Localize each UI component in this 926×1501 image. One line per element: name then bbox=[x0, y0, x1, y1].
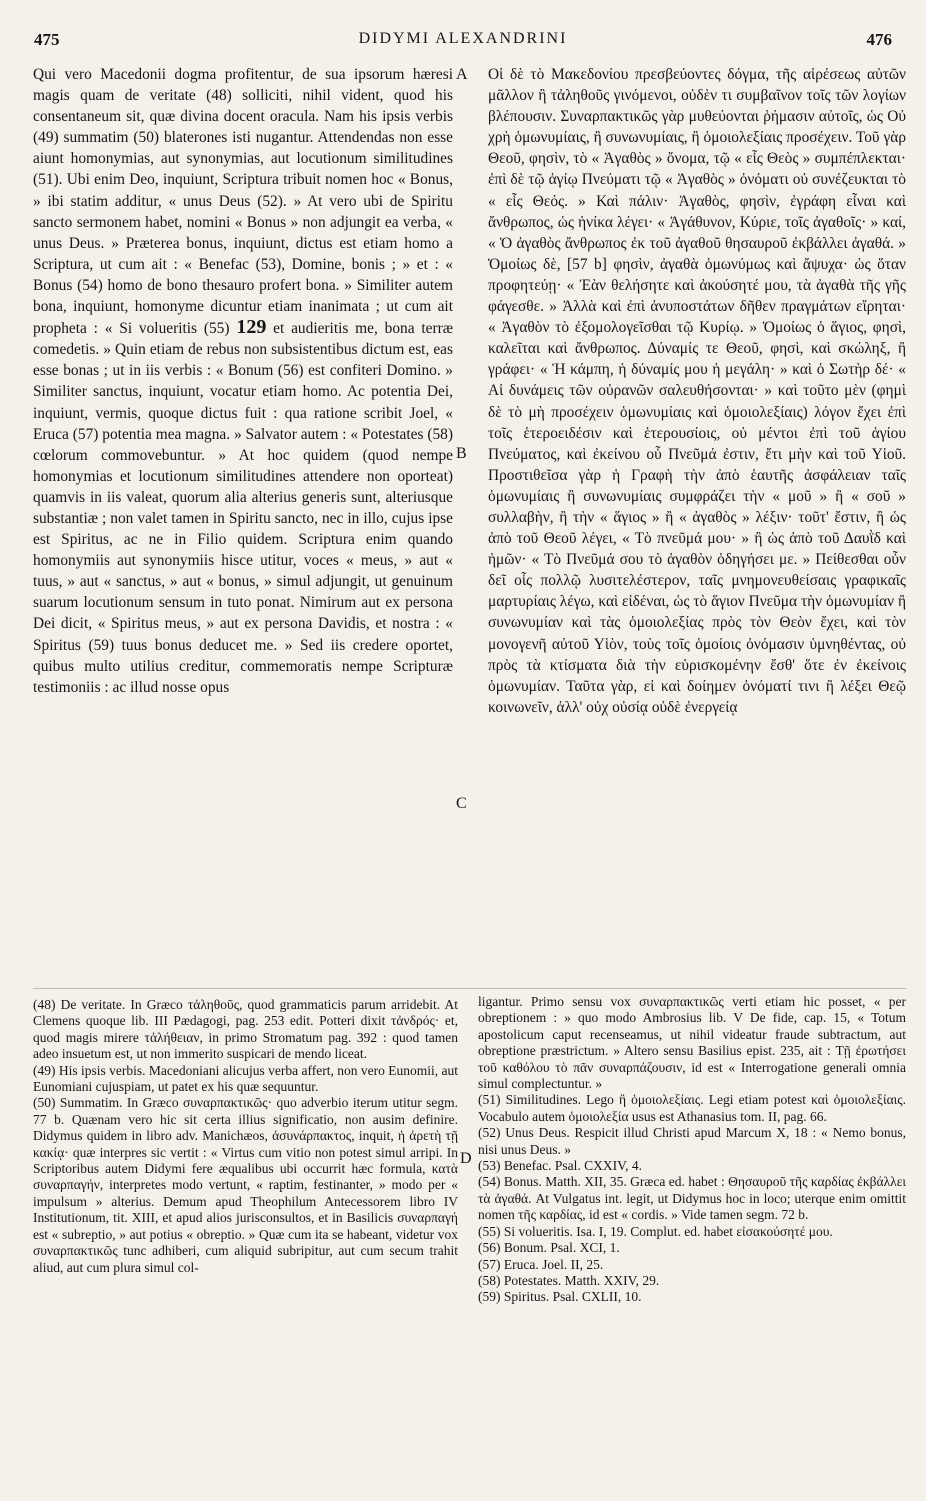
page-number-right: 476 bbox=[866, 30, 892, 49]
footnote-53: (53) Benefac. Psal. CXXIV, 4. bbox=[478, 1158, 642, 1174]
footnote-50: (50) Summatim. In Græco συναρπακτικῶς· quo adverbio iterum utitur segm. 77 b. Quænam vero hic sit certa illius significatio, non ausim definire. Didymus quidem in libro adv. Manichæos, ἀσυνάρπακτος, inquit, ἡ ἀρετὴ τῇ κακίᾳ· quæ interpres sic vertit : « Virtus cum vitio non potest simul arripi. In Scriptoribus autem Didymi fere æqualibus ubi occurrit hæc formula, κατὰ συναρπαγήν, interpretes modo vertunt, « raptim, festinanter, » modo per « impulsum » alterius. Demum apud Theophilum Antecessorem libro IV Institutionum, tit. XIII, et apud alios jurisconsultos, et in Basilicis συναρπαγή est « subreptio, » aut potius « obreptio. » Quæ cum ita se habeant, videtur vox συναρπακτικῶς tunc adhiberi, cum aliquid subripitur, aut cum secum trahit aliud, aut cum plura simul col- bbox=[33, 1095, 458, 1275]
latin-column bbox=[33, 64, 453, 698]
latin-paragraph: Qui vero Macedonii dogma profitentur, de sua ipsorum hæresi magis quam de veritate (48) solliciti, nihil vident, quod his consentaneum sit, quæ divina docent oracula. Nam his ipsis verbis (49) summatim (50) blaterones isti nugantur. Attendendas non esse aiunt homonymias, aut synonymias, aut locutionum similitudines (51). Ubi enim Deo, inquiunt, Scriptura tribuit nomen hoc « Bonus, » ibi statim additur, « unus Deus (52). » At vero ubi de Spiritu sancto sermonem habet, nomini « Bonus » non adjungit ea verba, « unus Deus. » Præterea bonus, inquiunt, dictus est etiam homo a Scriptura, ut cum ait : « Benefac (53), Domine, bonis ; » et : « Bonus (54) homo de bono thesauro profert bona. » Similiter autem bona, inquiunt, homonyme dicuntur etiam inanimata ; ut cum ait propheta : « Si volueritis (55) bbox=[33, 66, 453, 338]
greek-paragraph: Οἱ δὲ τὸ Μακεδονίου πρεσβεύοντες δόγμα, τῆς αἱρέσεως αὐτῶν μᾶλλον ἢ τἀληθοῦς γινόμενοι, οὐδὲν τι συμβαῖνον τοῖς τῶν λογίων βλέπουσιν. Συναρπακτικῶς γὰρ μυθεύονται ῥήμασιν αὐτοῖς, ὡς Οὐ χρὴ ὁμωνυμίαις, ἢ συνωνυμίαις, ἢ ὁμοιολεξίαις προσέχειν. Τοῦ γὰρ Θεοῦ, φησὶν, τὸ « Ἀγαθὸς » ὄνομα, τῷ « εἷς Θεὸς » συμπέπλεκται· ἐπὶ δὲ τῷ ἁγίῳ Πνεύματι τῷ « Ἀγαθὸς » ὀνόματι οὐ συνέζευκται τὸ « εἷς Θεός. » Καὶ πάλιν· Ἀγαθὸς, φησὶν, ἐγράφη εἶναι καὶ ἄνθρωπος, ὡς ἡνίκα λέγει· « Ἀγάθυνον, Κύριε, τοῖς ἀγαθοῖς· » καί, « Ὁ ἀγαθὸς ἄνθρωπος ἐκ τοῦ ἀγαθοῦ θησαυροῦ ἐκβάλλει ἀγαθά. » Ὁμοίως δὲ, [57 b] φησὶν, ἀγαθὰ ὁμωνύμως καὶ ἄψυχα· ὡς ὅταν προφητεύῃ· « Ἐὰν θελήσητε καὶ ἀκούσητέ μου, τὰ ἀγαθὰ τῆς γῆς φάγεσθε. » Ἀλλὰ καὶ ἐπὶ ἀνυποστάτων δῆθεν πραγμάτων εἴρηται· « Ἀγαθὸν τὸ ἐξομολογεῖσθαι τῷ Κυρίῳ. » Ὁμοίως ὁ ἅγιος, φησὶ, καλεῖται καὶ ἄνθρωπος. Δύναμίς τε Θεοῦ, φησὶ, καὶ σκώληξ, ἢ γράφει· « Ἡ κάμπη, ἡ δύναμίς μου ἡ μεγάλη· » καὶ ὁ Σωτὴρ δέ· « Αἱ δυνάμεις τῶν οὐρανῶν σαλευθήσονται· » καὶ τοῦτο μὲν (φημὶ δὲ τὸ μὴ προσέχειν ὁμωνυμίαις καὶ ὁμοιολεξίαις) λόγον ἔχει ἐπὶ τοῖς ἑτεροειδέσιν καὶ ἑτερουσίοις, οὐ μέντοι ἐπὶ τοῦ ἁγίου Πνεύματος, καὶ ἐκείνου οὗ Πνεῦμά ἐστιν, ἔτι μὴν καὶ τοῦ Υἱοῦ. Προστιθεῖσα γὰρ ἡ Γραφὴ τὴν ἀπὸ ἑαυτῆς ἀσφάλειαν ταῖς ὁμωνυμίαις ἢ συνωνυμίαις συμφράζει τὴν « μοῦ » ἢ « σοῦ » συλλαβὴν, ἢ τὴν « ἅγιος » ἢ « ἀγαθὸς » λέξιν· τοῦτ' ἔστιν, ἢ ὡς ἀπὸ τοῦ Θεοῦ λέγει, « Τὸ πνεῦμά μου· » ἢ ὡς ἀπὸ τοῦ Δαυῒδ καὶ ἡμῶν· « Τὸ Πνεῦμά σου τὸ ἀγαθὸν ὁδηγήσει με. » Πείθεσθαι οὖν δεῖ οἷς πολλῷ λυσιτελέστερον, ταῖς μνημονευθείσαις γραφικαῖς μαρτυρίαις λέγω, καὶ εἰδέναι, ὡς τὸ ἅγιον Πνεῦμα τὴν ὁμωνυμίαν ἢ συνωνυμίαν καὶ τὰς ὁμοιολεξίας πρὸς τὸν Θεὸν ἔχει, καὶ τὸν μονογενῆ αὐτοῦ Υἱὸν, τοὺς τοῖς ὁμοίοις ὀνόμασιν ὑμνηθέντας, οὐ πρὸς τὰ κτίσματα διὰ τὴν εὑρισκομένην ἔσθ' ὅτε ἐν ἐκείνοις ὁμωνυμίαν. Ταῦτα γὰρ, εἰ καὶ δοίημεν ὀνόματί τινι ἢ λέξει Θεῷ κοινωνεῖν, ἀλλ' οὐχ οὐσίᾳ οὐδὲ ἐνεργείᾳ bbox=[488, 66, 906, 716]
margin-letter-b: B bbox=[456, 445, 467, 462]
footnotes-left bbox=[33, 997, 458, 1276]
footnote-51: (51) Similitudines. Lego ἢ ὁμοιολεξίαις. Legi etiam potest καὶ ὁμοιολεξίαις. Vocabulo autem ὁμοιολεξία usus est Athanasius tom. II, pag. 66. bbox=[478, 1092, 906, 1124]
margin-letter-c: C bbox=[456, 795, 467, 812]
footnote-52: (52) Unus Deus. Respicit illud Christi apud Marcum X, 18 : « Nemo bonus, nisi unus Deus. » bbox=[478, 1125, 906, 1157]
footnote-49: (49) His ipsis verbis. Macedoniani alicujus verba affert, non vero Eunomii, aut Eunomiani cujuspiam, ut patet ex his quæ sequuntur. bbox=[33, 1062, 458, 1095]
latin-paragraph-continued: et audieritis me, bona terræ comedetis. » Quin etiam de rebus non subsistentibus dictum est, eas esse bonas ; ut in iis verbis : « Bonum (56) est confiteri Domino. » Similiter sanctus, inquiunt, vocatur etiam homo. Ac potentia Dei, inquiunt, vermis, quoque dictus fuit : qua ratione scribit Joel, « Eruca (57) potentia mea magna. » Salvator autem : « Potestates (58) cœlorum commovebuntur. » At hoc quidem (quod nempe homonymias et locutionum similitudines attendere non oporteat) quamvis in iis valeat, quorum alia alterius generis sunt, alteriusque substantiæ ; non valet tamen in Spiritu sancto, nec in illo, cujus ipse est Spiritus, ac ne in Filio quidem. Scriptura enim quando homonymiis aut synonymiis hisce utitur, voces « meus, » aut « tuus, » aut « sanctus, » aut « bonus, » simul adjungit, ut genuinum suarum locutionum sensum in tuto ponat. Nimirum aut ex persona Dei dicit, « Spiritus meus, » aut ex persona Davidis, et nostra : « Spiritus (59) tuus bonus deducet me. » Sed iis credere oportet, quibus multo utilius creditur, commemoratis nempe Scripturæ testimoniis : ac illud nosse opus bbox=[33, 320, 454, 696]
footnote-58: (58) Potestates. Matth. XXIV, 29. bbox=[478, 1272, 660, 1288]
footnote-55: (55) Si volueritis. Isa. I, 19. Complut. ed. habet εἰσακούσητέ μου. bbox=[478, 1223, 833, 1239]
footnote-50-continued: ligantur. Primo sensu vox συναρπακτικῶς verti etiam hic posset, « per obreptionem : » quo modo Ambrosius lib. V De fide, cap. 15, « Totum apostolicum caput recenseamus, ut nihil videatur fraude subtractum, aut obreptione præstrictum. » Altero sensu Basilius epist. 235, ait : Τῇ ἐρωτήσει τοῦ καθόλου τὸ πᾶν συναρπάζουσιν, id est « Interrogatione generali omnia simul complectuntur. » bbox=[478, 994, 906, 1092]
margin-letter-a: A bbox=[456, 66, 468, 83]
running-title: DIDYMI ALEXANDRINI bbox=[358, 30, 568, 47]
column-number: 129 bbox=[236, 316, 267, 339]
page-number-left: 475 bbox=[34, 30, 60, 49]
margin-letter-d: D bbox=[460, 1150, 472, 1167]
footnotes-right bbox=[478, 994, 906, 1306]
footnote-57: (57) Eruca. Joel. II, 25. bbox=[478, 1256, 604, 1272]
footnote-56: (56) Bonum. Psal. XCI, 1. bbox=[478, 1240, 620, 1256]
footnote-59: (59) Spiritus. Psal. CXLII, 10. bbox=[478, 1289, 642, 1305]
footnote-54: (54) Bonus. Matth. XII, 35. Græca ed. habet : Θησαυροῦ τῆς καρδίας ἐκβάλλει τὰ ἀγαθά. At Vulgatus int. legit, ut Didymus hoc in loco; uterque enim omittit nomen τῆς καρδίας, id est « cordis. » Vide tamen segm. 72 b. bbox=[478, 1174, 906, 1223]
footnote-48: (48) De veritate. In Græco τἀληθοῦς, quod grammaticis parum arridebit. At Clemens quoque lib. III Pædagogi, pag. 253 edit. Potteri dixit τἀνδρός· et, quod magis mirere τἀλήθειαν, in primo Stromatum pag. 392 : quod tamen adeo insuetum est, ut non immerito suspicari de mendo liceat. bbox=[33, 997, 458, 1062]
page-header bbox=[34, 30, 892, 60]
greek-column bbox=[488, 64, 906, 718]
notes-divider bbox=[33, 988, 906, 989]
